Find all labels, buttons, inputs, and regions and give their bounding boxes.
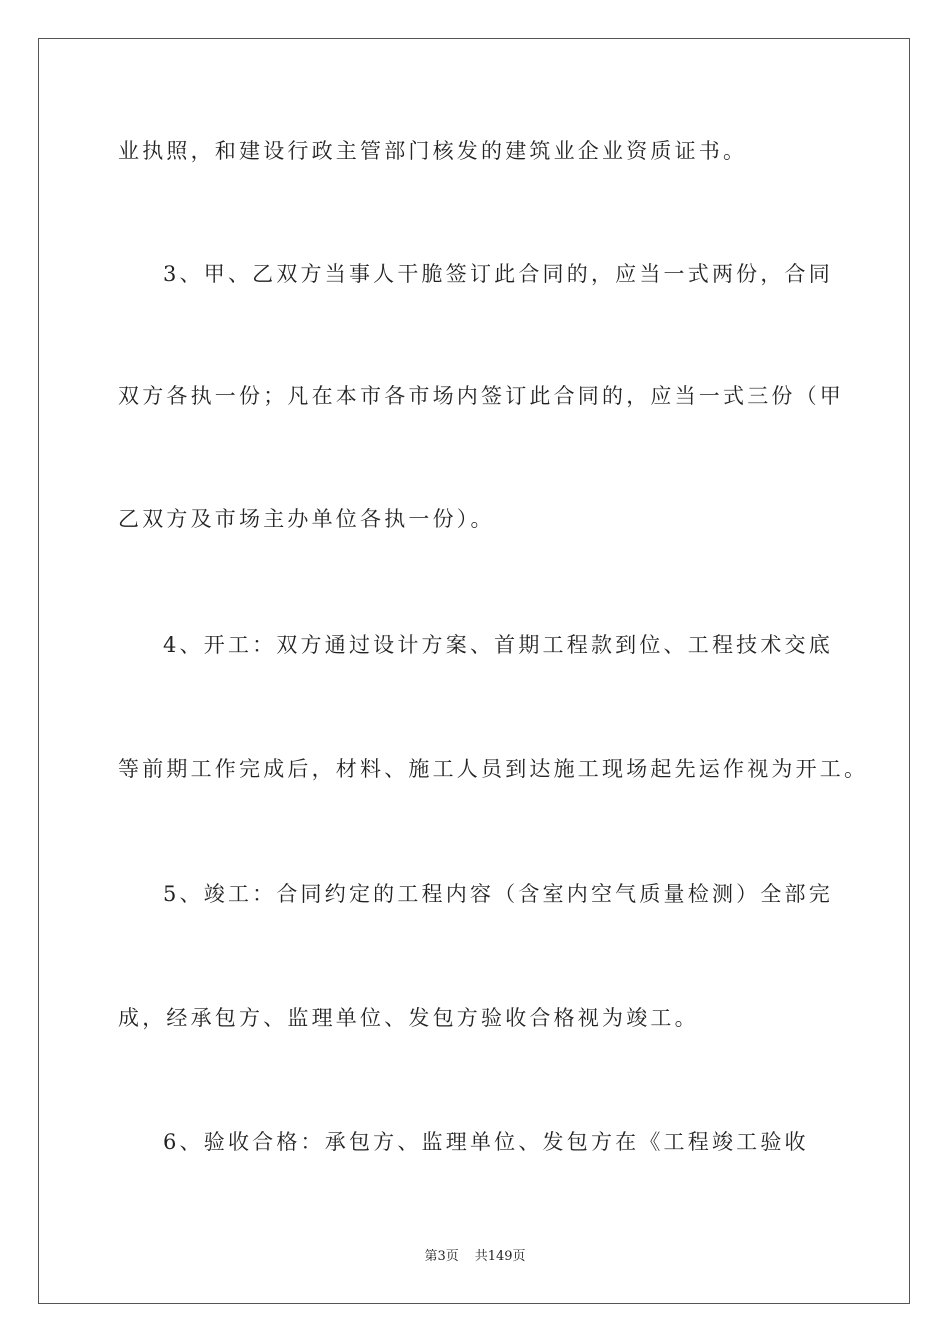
paragraph-line: 等前期工作完成后，材料、施工人员到达施工现场起先运作视为开工。 [118,757,869,781]
page-footer [0,1245,950,1264]
paragraph-line: 双方各执一份；凡在本市各市场内签订此合同的，应当一式三份（甲 [118,384,844,408]
page-total: 共149页 [474,1249,526,1264]
paragraph-line: 业执照，和建设行政主管部门核发的建筑业企业资质证书。 [118,139,748,163]
page-number: 第3页 [424,1249,459,1264]
paragraph-line: 成，经承包方、监理单位、发包方验收合格视为竣工。 [118,1006,699,1030]
paragraph-line: 3、甲、乙双方当事人干脆签订此合同的，应当一式两份，合同 [163,262,833,286]
page-border [38,38,910,1304]
paragraph-line: 6、验收合格：承包方、监理单位、发包方在《工程竣工验收 [163,1130,809,1154]
paragraph-line: 4、开工：双方通过设计方案、首期工程款到位、工程技术交底 [163,633,833,657]
paragraph-line: 5、竣工：合同约定的工程内容（含室内空气质量检测）全部完 [163,882,833,906]
paragraph-line: 乙双方及市场主办单位各执一份）。 [118,507,495,531]
